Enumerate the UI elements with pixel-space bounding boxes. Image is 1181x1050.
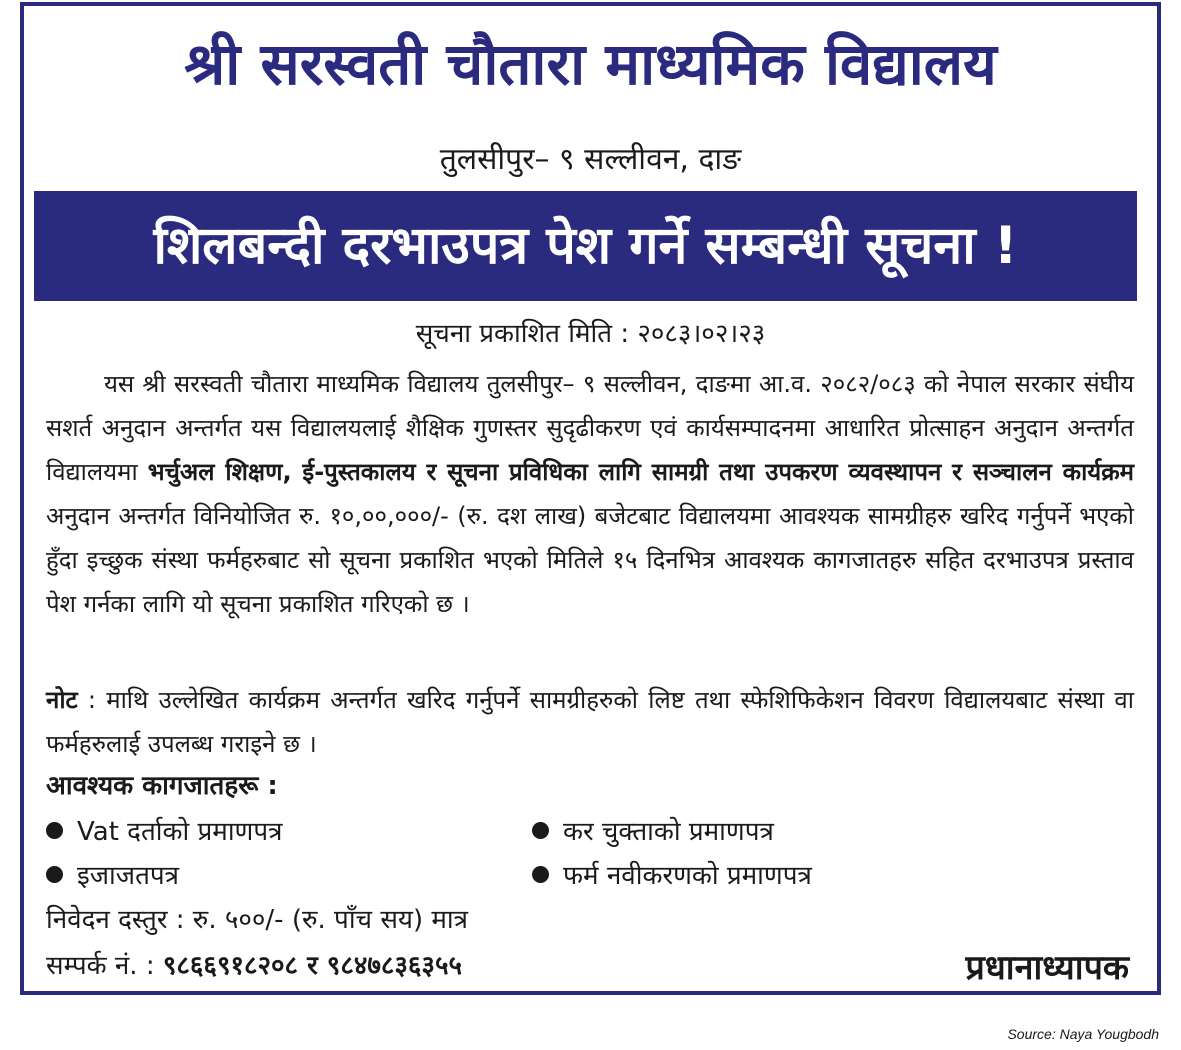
doc-item [46,812,282,852]
notice-frame [20,2,1161,995]
contact-label: सम्पर्क नं. : [46,951,163,981]
bullet-icon [46,822,63,839]
bullet-icon [46,866,63,883]
program-name: भर्चुअल शिक्षण, ई-पुस्तकालय र सूचना प्रविधिका लागि सामग्री तथा उपकरण व्यवस्थापन र सञ्चालन कार्यक्रम [147,458,1134,486]
school-address: तुलसीपुर– ९ सल्लीवन, दाङ [439,142,742,177]
doc-item-label: फर्म नवीकरणको प्रमाणपत्र [563,861,812,891]
doc-item-label: इजाजतपत्र [77,861,180,891]
body-paragraph [46,362,1134,626]
source-credit: Source: Naya Yougbodh [1007,1026,1159,1042]
doc-item-label: कर चुक्ताको प्रमाणपत्र [563,817,774,847]
contact-line [46,946,462,986]
doc-item-label: Vat दर्ताको प्रमाणपत्र [77,817,283,847]
note-text: : माथि उल्लेखित कार्यक्रम अन्तर्गत खरिद गर्नुपर्ने सामग्रीहरुको लिष्ट तथा स्फेशिफिकेशन विवरण विद्यालयबाट संस्था वा फर्महरुलाई उपलब्ध गराइने छ । [46,686,1134,758]
application-fee: निवेदन दस्तुर : रु. ५००/- (रु. पाँच सय) मात्र [46,905,469,935]
headline-band [34,191,1137,301]
required-docs-heading: आवश्यक कागजातहरू : [46,771,278,801]
doc-item [46,856,179,896]
note-paragraph [46,678,1134,766]
contact-numbers: ९८६६९१८२०८ र ९८४७८३६३५५ [162,951,462,981]
doc-item [532,856,812,896]
school-name: श्री सरस्वती चौतारा माध्यमिक विद्यालय [184,30,997,98]
signatory: प्रधानाध्यापक [965,948,1129,988]
headline-text: शिलबन्दी दरभाउपत्र पेश गर्ने सम्बन्धी सूचना ! [153,216,1018,276]
bullet-icon [532,822,549,839]
body-text-part1: यस श्री सरस्वती चौतारा माध्यमिक विद्यालय तुलसीपुर– ९ सल्लीवन, दाङमा आ.व. २०८२/०८३ को नेपाल सरकार संघीय सशर्त अनुदान अन्तर्गत यस विद्यालयलाई शैक्षिक गुणस्तर सुदृढीकरण एवं कार्यसम्पादनमा आधारित प्रोत्साहन अनुदान अन्तर्गत विद्यालयमा [46,370,1134,486]
doc-item [532,812,774,852]
bullet-icon [532,866,549,883]
published-date: सूचना प्रकाशित मिति : २०८३।०२।२३ [415,319,766,349]
note-label: नोट [46,686,78,714]
body-text-part2: अनुदान अन्तर्गत विनियोजित रु. १०,००,०००/- (रु. दश लाख) बजेटबाट विद्यालयमा आवश्यक सामग्रीहरु खरिद गर्नुपर्ने भएको हुँदा इच्छुक संस्था फर्महरुबाट सो सूचना प्रकाशित भएको मितिले १५ दिनभित्र आवश्यक कागजातहरु सहित दरभाउपत्र प्रस्ताव पेश गर्नका लागि यो सूचना प्रकाशित गरिएको छ । [46,502,1134,618]
